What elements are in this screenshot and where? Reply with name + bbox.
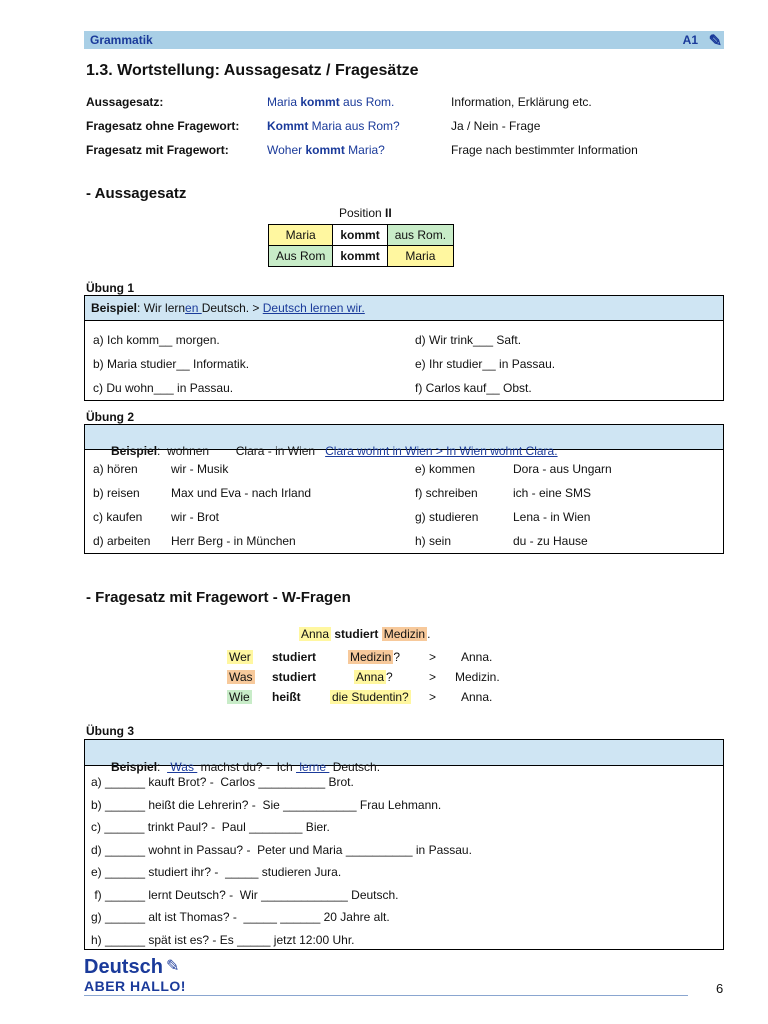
intro-example-pre: Woher [267, 143, 306, 157]
example-label: Beispiel [111, 760, 158, 774]
example-answer: Deutsch lernen wir. [262, 301, 365, 315]
intro-description: Frage nach bestimmter Information [451, 143, 638, 157]
table-cell: aus Rom. [387, 225, 453, 246]
list-item: e) ______ studiert ihr? - _____ studieren Jura. [91, 865, 342, 879]
intro-example [267, 119, 400, 133]
exercise-3-title: Übung 3 [86, 724, 134, 738]
list-item: d) Wir trink___ Saft. [415, 333, 522, 347]
intro-example-post: Maria aus Rom? [308, 119, 400, 133]
intro-example-verb: Kommt [267, 119, 309, 133]
page-title: 1.3. Wortstellung: Aussagesatz / Fragesätze [86, 62, 419, 79]
list-item: e) Ihr studier__ in Passau. [415, 357, 556, 371]
list-item: d) arbeiten [93, 534, 151, 548]
w-question-word: Wie [229, 690, 250, 704]
header-category: Grammatik [90, 33, 153, 47]
intro-example-post: Maria? [344, 143, 385, 157]
example-answer: Clara wohnt in Wien > In Wien wohnt Clara. [325, 444, 558, 458]
exercise-1-example [85, 296, 723, 321]
list-item: wir - Musik [171, 462, 229, 476]
list-item: g) ______ alt ist Thomas? - _____ ______ 20 Jahre alt. [91, 910, 390, 924]
arrow-icon: > [429, 670, 437, 684]
intro-label: Aussagesatz: [86, 95, 164, 109]
list-item: f) Carlos kauf__ Obst. [415, 381, 532, 395]
example-label: Beispiel [111, 444, 158, 458]
pencil-icon: ✎ [166, 958, 180, 975]
table-cell: Maria [387, 246, 453, 267]
example-punct: . [427, 627, 431, 641]
list-item: b) reisen [93, 486, 140, 500]
exercise-2-box [84, 424, 724, 554]
table-cell: kommt [333, 225, 387, 246]
page-number: 6 [716, 981, 724, 996]
section-title-w-fragen: - Fragesatz mit Fragewort - W-Fragen [86, 589, 351, 606]
w-question-object-text: die Studentin? [332, 690, 409, 704]
list-item: Dora - aus Ungarn [513, 462, 612, 476]
w-question-object [348, 650, 400, 664]
intro-example-post: aus Rom. [339, 95, 395, 109]
list-item: Herr Berg - in München [171, 534, 296, 548]
list-item: Max und Eva - nach Irland [171, 486, 312, 500]
table-row [269, 246, 454, 267]
exercise-2-example [85, 425, 723, 458]
w-question-object-text: Medizin [350, 650, 392, 664]
exercise-3-box [84, 739, 724, 950]
w-question-mark: ? [393, 650, 401, 664]
w-question-answer: Medizin. [455, 670, 500, 684]
position-label [339, 206, 392, 220]
list-item: c) kaufen [93, 510, 143, 524]
example-line [91, 301, 365, 315]
example-answer: Was [167, 760, 198, 774]
example-text: : Wir lern [137, 301, 186, 315]
list-item: b) Maria studier__ Informatik. [93, 357, 250, 371]
example-line [91, 430, 558, 472]
example-ending: en [185, 301, 202, 315]
arrow-icon: > [429, 690, 437, 704]
list-item: h) ______ spät ist es? - Es _____ jetzt 12:00 Uhr. [91, 932, 355, 947]
w-question-object-text: Anna [356, 670, 385, 684]
list-item: f) ______ lernt Deutsch? - Wir _____________ Deutsch. [91, 887, 399, 902]
list-item: h) sein [415, 534, 452, 548]
list-item: b) ______ heißt die Lehrerin? - Sie ___________ Frau Lehmann. [91, 797, 442, 812]
w-question-object [354, 670, 393, 684]
example-text: Deutsch. [329, 760, 381, 774]
intro-example-verb: kommt [305, 143, 345, 157]
list-item: du - zu Hause [513, 534, 588, 548]
list-item: d) ______ wohnt in Passau? - Peter und Maria __________ in Passau. [91, 842, 472, 857]
list-item: g) studieren [415, 510, 479, 524]
w-question-object [330, 690, 411, 704]
exercise-1-title: Übung 1 [86, 281, 134, 295]
example-object: Medizin [383, 627, 426, 641]
section-title-aussagesatz: - Aussagesatz [86, 185, 187, 202]
list-item: a) Ich komm__ morgen. [93, 333, 220, 347]
table-cell: kommt [333, 246, 387, 267]
example-verb: studiert [334, 627, 379, 641]
w-question-answer: Anna. [461, 690, 493, 704]
position-label-text: Position [339, 206, 386, 220]
intro-example [267, 143, 385, 157]
w-question-word: Was [229, 670, 253, 684]
list-item: c) Du wohn___ in Passau. [93, 381, 234, 395]
w-question-answer: Anna. [461, 650, 493, 664]
position-table [268, 224, 454, 267]
arrow-icon: > [429, 650, 437, 664]
w-question-verb: studiert [272, 670, 317, 684]
w-question-verb: heißt [272, 690, 301, 704]
w-question-verb: studiert [272, 650, 317, 664]
list-item: a) hören [93, 462, 138, 476]
example-text: Deutsch. > [201, 301, 263, 315]
table-row [269, 225, 454, 246]
footer-divider [84, 995, 688, 996]
intro-label: Fragesatz mit Fragewort: [86, 143, 229, 157]
list-item: e) kommen [415, 462, 476, 476]
example-answer: lerne [296, 760, 330, 774]
w-question-mark: ? [386, 670, 393, 684]
list-item: ich - eine SMS [513, 486, 592, 500]
list-item: wir - Brot [171, 510, 219, 524]
intro-example-pre: Maria [267, 95, 301, 109]
w-question-word: Wer [229, 650, 251, 664]
footer-logo [84, 956, 186, 994]
list-item: c) ______ trinkt Paul? - Paul ________ Bier. [91, 820, 330, 834]
exercise-2-title: Übung 2 [86, 410, 134, 424]
list-item: f) schreiben [415, 486, 478, 500]
position-label-number: II [385, 206, 392, 220]
intro-description: Ja / Nein - Frage [451, 119, 541, 133]
table-cell: Maria [269, 225, 333, 246]
example-subject: Anna [301, 627, 330, 641]
logo-title: Deutsch [84, 956, 163, 978]
table-cell: Aus Rom [269, 246, 333, 267]
example-text: machst du? - Ich [197, 760, 297, 774]
example-text: : wohnen Clara - in Wien [157, 444, 326, 458]
intro-description: Information, Erklärung etc. [451, 95, 592, 109]
list-item: a) ______ kauft Brot? - Carlos __________ Brot. [91, 775, 354, 789]
header-bar [84, 31, 724, 49]
w-question-example [299, 627, 430, 641]
exercise-3-example [85, 740, 723, 774]
exercise-1-box [84, 295, 724, 401]
intro-example [267, 95, 394, 109]
header-level: A1 [682, 33, 698, 47]
logo-subtitle: ABER HALLO! [84, 978, 186, 994]
example-text: : [157, 760, 168, 774]
intro-example-verb: kommt [300, 95, 340, 109]
pencil-icon: ✎ [708, 33, 722, 50]
example-label: Beispiel [91, 301, 138, 315]
intro-label: Fragesatz ohne Fragewort: [86, 119, 240, 133]
list-item: Lena - in Wien [513, 510, 591, 524]
